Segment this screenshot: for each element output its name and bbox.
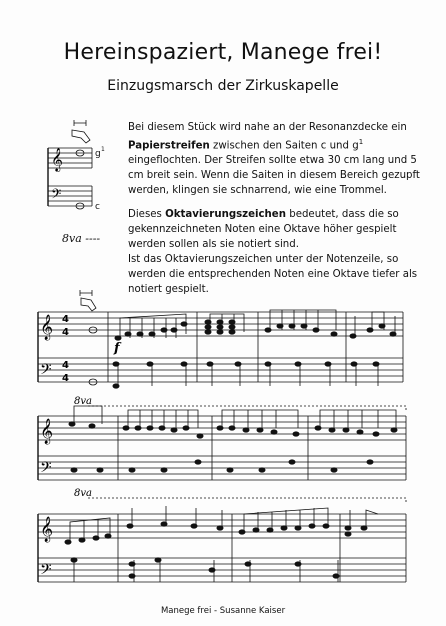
treble-clef-icon: 𝄞 bbox=[51, 147, 63, 171]
ottava-mark-3: 8va bbox=[74, 488, 92, 499]
label-g: g bbox=[95, 149, 101, 159]
bass-clef-icon: 𝄢 bbox=[40, 459, 52, 480]
text-run: zwischen den Saiten c und g bbox=[209, 140, 359, 152]
system-2 bbox=[38, 406, 406, 480]
treble-clef-icon: 𝄞 bbox=[40, 517, 54, 542]
ottava-mark-2: 8va bbox=[74, 396, 92, 407]
text-run: bedeutet, dass die so gekennzeichneten Noten eine Oktave höher gespielt werden sollen als sie notiert sind. bbox=[128, 209, 399, 250]
bass-clef-icon: 𝄢 bbox=[40, 361, 52, 382]
superscript: 1 bbox=[358, 138, 364, 146]
text-run: Ist das Oktavierungszeichen unter der Notenzeile, so werden die entsprechenden Noten eine Oktave tiefer als notiert gespielt. bbox=[128, 254, 418, 295]
page-subtitle: Einzugsmarsch der Zirkuskapelle bbox=[107, 78, 339, 94]
bass-clef-icon: 𝄢 bbox=[40, 561, 52, 582]
page-title: Hereinspaziert, Manege frei! bbox=[63, 40, 383, 65]
label-c: c bbox=[95, 202, 100, 212]
system-3 bbox=[38, 498, 406, 582]
text-run: eingeflochten. Der Streifen sollte etwa 30 cm lang und 5 cm breit sein. Wenn die Saiten in diesem Bereich gezupft werden, klingen sie schnarrend, wie eine Trommel. bbox=[128, 155, 420, 197]
bass-clef-icon: 𝄢 bbox=[51, 186, 62, 205]
ottava-sign-example: 8va ---- bbox=[62, 232, 101, 245]
time-sig-bottom: 4 bbox=[62, 327, 69, 338]
time-sig-top-bass: 4 bbox=[62, 360, 69, 371]
time-sig-top: 4 bbox=[62, 314, 69, 325]
text-run: Bei diesem Stück wird nahe an der Resonanzdecke ein bbox=[128, 122, 407, 133]
system-1 bbox=[38, 290, 403, 386]
bold-term: Papierstreifen bbox=[128, 140, 210, 152]
treble-clef-icon: 𝄞 bbox=[40, 419, 54, 444]
treble-clef-icon: 𝄞 bbox=[40, 315, 54, 340]
text-run: Dieses bbox=[128, 209, 166, 220]
label-g-sup: 1 bbox=[101, 146, 105, 153]
time-sig-bottom-bass: 4 bbox=[62, 373, 69, 384]
bold-term: Oktavierungszeichen bbox=[165, 209, 286, 220]
footer-credit: Manege frei - Susanne Kaiser bbox=[160, 606, 286, 616]
dynamic-forte: f bbox=[114, 341, 120, 356]
paper-strip-icon bbox=[72, 130, 90, 143]
